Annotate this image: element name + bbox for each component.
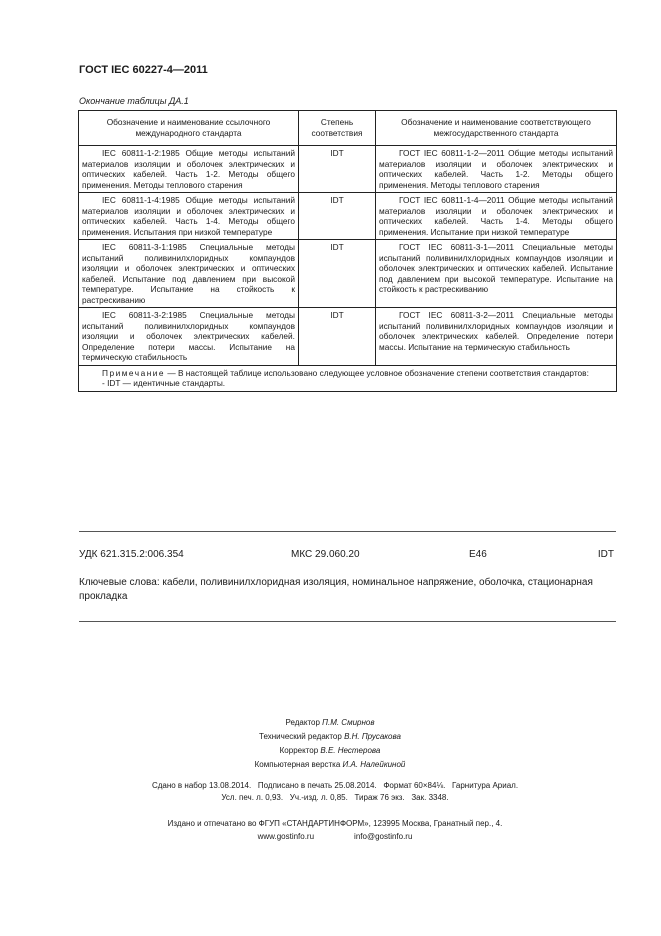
note-label: Примечание [102,367,166,378]
publisher-website-link[interactable]: www.gostinfo.ru [257,832,315,841]
credit-name: В.Е. Нестерова [320,746,381,755]
publisher-contacts [100,830,570,843]
international-standard-cell: IEC 60811-3-1:1985 Специальные методы испытаний поливинилхлоридных компаундов изоляции и оболочек электрических и оптических кабелей. Испытание под давлением при высокой температуре. Испытание на стойкость к растрескиванию [79,240,299,308]
credit-role: Редактор [285,718,320,727]
credit-name: В.Н. Прусакова [344,732,401,741]
credit-role: Компьютерная верстка [254,760,341,769]
print-info-line: Сдано в набор 13.08.2014. Подписано в печать 25.08.2014. Формат 60×84⅛. Гарнитура Ариал. [151,781,519,790]
note-text: — В настоящей таблице использовано следующее условное обозначение степени соответствия стандартов: [165,367,589,378]
note-item: - IDT — идентичные стандарты. [102,378,226,388]
mks-code: МКС 29.060.20 [291,549,360,560]
header-interstate-standard: Обозначение и наименование соответствующего межгосударственного стандарта [376,111,617,146]
keywords: Ключевые слова: кабели, поливинилхлоридная изоляция, номинальное напряжение, оболочка, стационарная прокладка [79,577,593,602]
credit-name: И.А. Налейкиной [342,760,406,769]
publisher-email-link[interactable]: info@gostinfo.ru [354,832,413,841]
interstate-standard-cell: ГОСТ IEC 60811-1-2—2011 Общие методы испытаний материалов изоляции и оболочек электрических и оптических кабелей. Часть 1-2. Методы общего применения. Методы теплового старения [376,146,617,193]
okstu-code: Е46 [469,549,487,560]
table-note [79,365,617,391]
credit-name: П.М. Смирнов [322,718,375,727]
table-header-row [79,111,617,146]
table-caption: Окончание таблицы ДА.1 [79,96,189,106]
publisher-line: Издано и отпечатано во ФГУП «СТАНДАРТИНФОРМ», 123995 Москва, Гранатный пер., 4. [167,819,503,828]
credit-role: Корректор [279,746,319,755]
document-title: ГОСТ IEC 60227-4—2011 [79,64,208,76]
interstate-standard-cell: ГОСТ IEC 60811-3-1—2011 Специальные методы испытаний поливинилхлоридных компаундов изоляции и оболочек электрических и оптических кабелей. Испытание под давлением при высокой температуре. Испытание на стойкость к растрескиванию [376,240,617,308]
interstate-standard-cell: ГОСТ IEC 60811-1-4—2011 Общие методы испытаний материалов изоляции и оболочек электрических и оптических кабелей. Часть 1-4. Методы общего применения. Испытание при низкой температуре [376,193,617,240]
degree-cell: IDT [299,240,376,308]
degree-cell: IDT [299,308,376,366]
international-standard-cell: IEC 60811-1-2:1985 Общие методы испытаний материалов изоляции и оболочек электрических и оптических кабелей. Часть 1-2. Методы общего применения. Методы теплового старения [79,146,299,193]
credit-editor [130,716,530,730]
credit-proofreader [130,744,530,758]
credit-role: Технический редактор [259,732,342,741]
udk-code: УДК 621.315.2:006.354 [79,549,184,560]
international-standard-cell: IEC 60811-3-2:1985 Специальные методы испытаний поливинилхлоридных компаундов изоляции и оболочек электрических кабелей. Определение потери массы. Испытание на термическую стабильность [79,308,299,366]
standards-table [78,110,617,392]
credit-tech-editor [130,730,530,744]
divider-bottom [79,621,616,622]
degree-code: IDT [597,549,614,560]
classification-row [79,549,614,563]
print-info-line: Усл. печ. л. 0,93. Уч.-изд. л. 0,85. Тираж 76 экз. Зак. 3348. [221,793,449,802]
publisher-info [100,817,570,843]
divider-top [79,531,616,532]
credits-block [130,716,530,772]
table-row [79,146,617,193]
international-standard-cell: IEC 60811-1-4:1985 Общие методы испытаний материалов изоляции и оболочек электрических и оптических кабелей. Часть 1-4. Методы общего применения. Испытания при низкой температуре [79,193,299,240]
interstate-standard-cell: ГОСТ IEC 60811-3-2—2011 Специальные методы испытаний поливинилхлоридных компаундов изоляции и оболочек электрических кабелей. Определение потери массы. Испытание на термическую стабильность [376,308,617,366]
table-row [79,240,617,308]
table-row [79,308,617,366]
header-degree-of-conformity: Степень соответствия [299,111,376,146]
table-row [79,193,617,240]
credit-layout [130,758,530,772]
print-info [100,780,570,804]
degree-cell: IDT [299,146,376,193]
header-international-standard: Обозначение и наименование ссылочного международного стандарта [79,111,299,146]
degree-cell: IDT [299,193,376,240]
table-note-row [79,365,617,391]
